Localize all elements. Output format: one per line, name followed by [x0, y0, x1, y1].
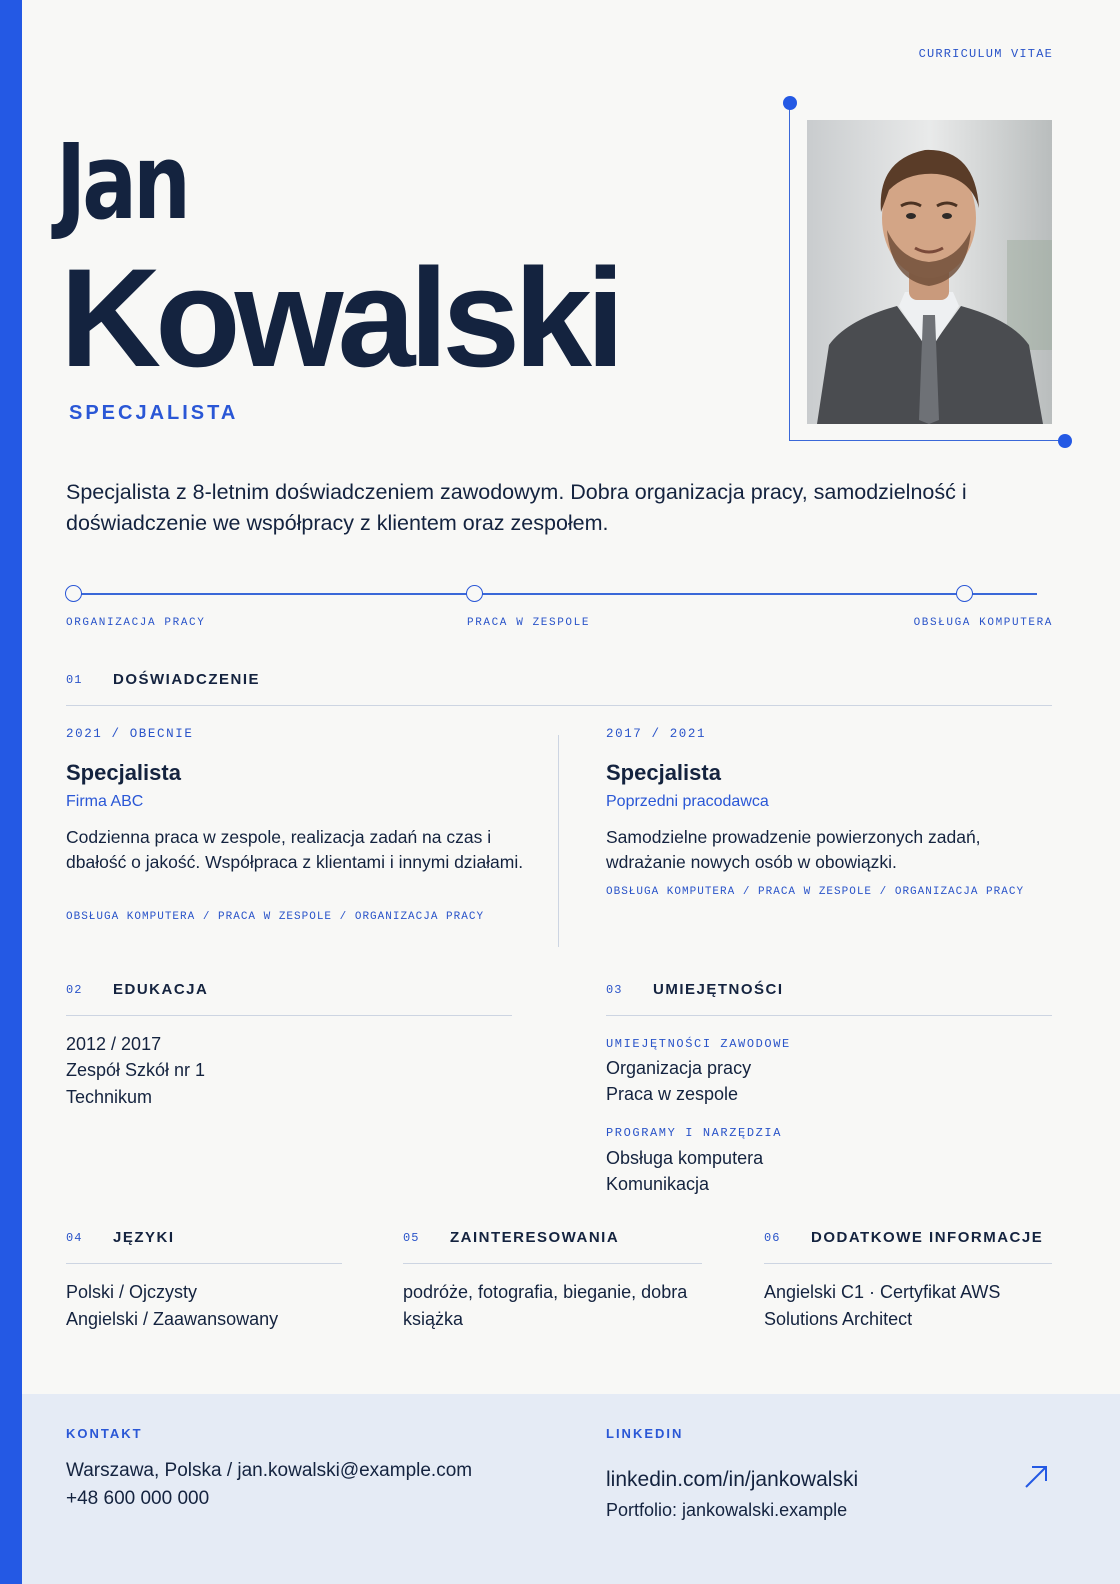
skills-title: UMIEJĘTNOŚCI [653, 981, 784, 998]
job-2-company: Poprzedni pracodawca [606, 793, 769, 810]
last-name: Kowalski [60, 239, 619, 396]
language-2: Angielski / Zaawansowany [66, 1309, 279, 1329]
skills-group-2-item-1: Obsługa komputera [606, 1148, 764, 1168]
job-2-dates: 2017 / 2021 [606, 727, 707, 741]
job-1-company: Firma ABC [66, 793, 144, 810]
education-school: Zespół Szkół nr 1 [66, 1060, 206, 1080]
languages-rule [66, 1263, 342, 1264]
language-1: Polski / Ojczysty [66, 1282, 198, 1302]
frame-dot-bottom [1058, 434, 1072, 448]
education-rule [66, 1015, 512, 1016]
cv-label: CURRICULUM VITAE [918, 47, 1053, 61]
additional-rule [764, 1263, 1052, 1264]
linkedin-label: LINKEDIN [606, 1426, 684, 1441]
languages-number: 04 [66, 1231, 83, 1245]
contact-line-1[interactable]: Warszawa, Polska / jan.kowalski@example.com [66, 1460, 473, 1481]
interests-title: ZAINTERESOWANIA [450, 1229, 620, 1246]
skills-group-2-item-2: Komunikacja [606, 1174, 710, 1194]
job-1-role: Specjalista [66, 760, 181, 785]
skills-rule [606, 1015, 1052, 1016]
skill-label-3: OBSŁUGA KOMPUTERA [913, 617, 1053, 629]
frame-dot-top [783, 96, 797, 110]
accent-side-bar [0, 0, 22, 1584]
portfolio-link[interactable]: Portfolio: jankowalski.example [606, 1500, 848, 1520]
skill-node-1 [65, 585, 82, 602]
skill-node-2 [466, 585, 483, 602]
experience-title: DOŚWIADCZENIE [113, 671, 260, 688]
additional-number: 06 [764, 1231, 781, 1245]
skills-group-2-label: PROGRAMY I NARZĘDZIA [606, 1126, 783, 1140]
job-2-description: Samodzielne prowadzenie powierzonych zadań, wdrażanie nowych osób w obowiązki. [606, 827, 981, 872]
job-1-tags: OBSŁUGA KOMPUTERA / PRACA W ZESPOLE / ORGANIZACJA PRACY [66, 911, 485, 923]
external-link-arrow-icon[interactable] [1023, 1464, 1049, 1490]
education-type: Technikum [66, 1087, 153, 1107]
job-1-dates: 2021 / OBECNIE [66, 727, 194, 741]
profile-summary: Specjalista z 8-letnim doświadczeniem zawodowym. Dobra organizacja pracy, samodzielność i doświadczenie we współpracy z klientem oraz zespołem. [66, 480, 967, 535]
additional-text: Angielski C1 · Certyfikat AWS Solutions Architect [764, 1282, 1001, 1329]
job-title: SPECJALISTA [69, 402, 239, 424]
interests-text: podróże, fotografia, bieganie, dobra książka [403, 1282, 688, 1329]
additional-title: DODATKOWE INFORMACJE [811, 1229, 1044, 1246]
skill-label-1: ORGANIZACJA PRACY [66, 617, 206, 629]
skills-group-1-item-2: Praca w zespole [606, 1084, 739, 1104]
first-name: Jan [56, 121, 187, 243]
skill-label-2: PRACA W ZESPOLE [467, 617, 591, 629]
skill-node-3 [956, 585, 973, 602]
education-title: EDUKACJA [113, 981, 209, 998]
contact-phone[interactable]: +48 600 000 000 [66, 1488, 210, 1509]
interests-number: 05 [403, 1231, 420, 1245]
skills-group-1-item-1: Organizacja pracy [606, 1058, 752, 1078]
skills-number: 03 [606, 983, 623, 997]
job-1-description: Codzienna praca w zespole, realizacja zadań na czas i dbałość o jakość. Współpraca z klientami i innymi działami. [66, 827, 524, 872]
linkedin-link[interactable]: linkedin.com/in/jankowalski [606, 1468, 859, 1491]
contact-label: KONTAKT [66, 1426, 143, 1441]
job-2-tags: OBSŁUGA KOMPUTERA / PRACA W ZESPOLE / ORGANIZACJA PRACY [606, 886, 1025, 898]
experience-rule [66, 705, 1052, 706]
skills-group-1-label: UMIEJĘTNOŚCI ZAWODOWE [606, 1037, 791, 1051]
education-number: 02 [66, 983, 83, 997]
languages-title: JĘZYKI [113, 1229, 175, 1246]
job-2-role: Specjalista [606, 760, 721, 785]
experience-divider [558, 735, 559, 947]
skill-timeline-line [73, 593, 1037, 595]
education-dates: 2012 / 2017 [66, 1034, 162, 1054]
profile-photo [807, 120, 1052, 424]
experience-number: 01 [66, 673, 83, 687]
interests-rule [403, 1263, 702, 1264]
